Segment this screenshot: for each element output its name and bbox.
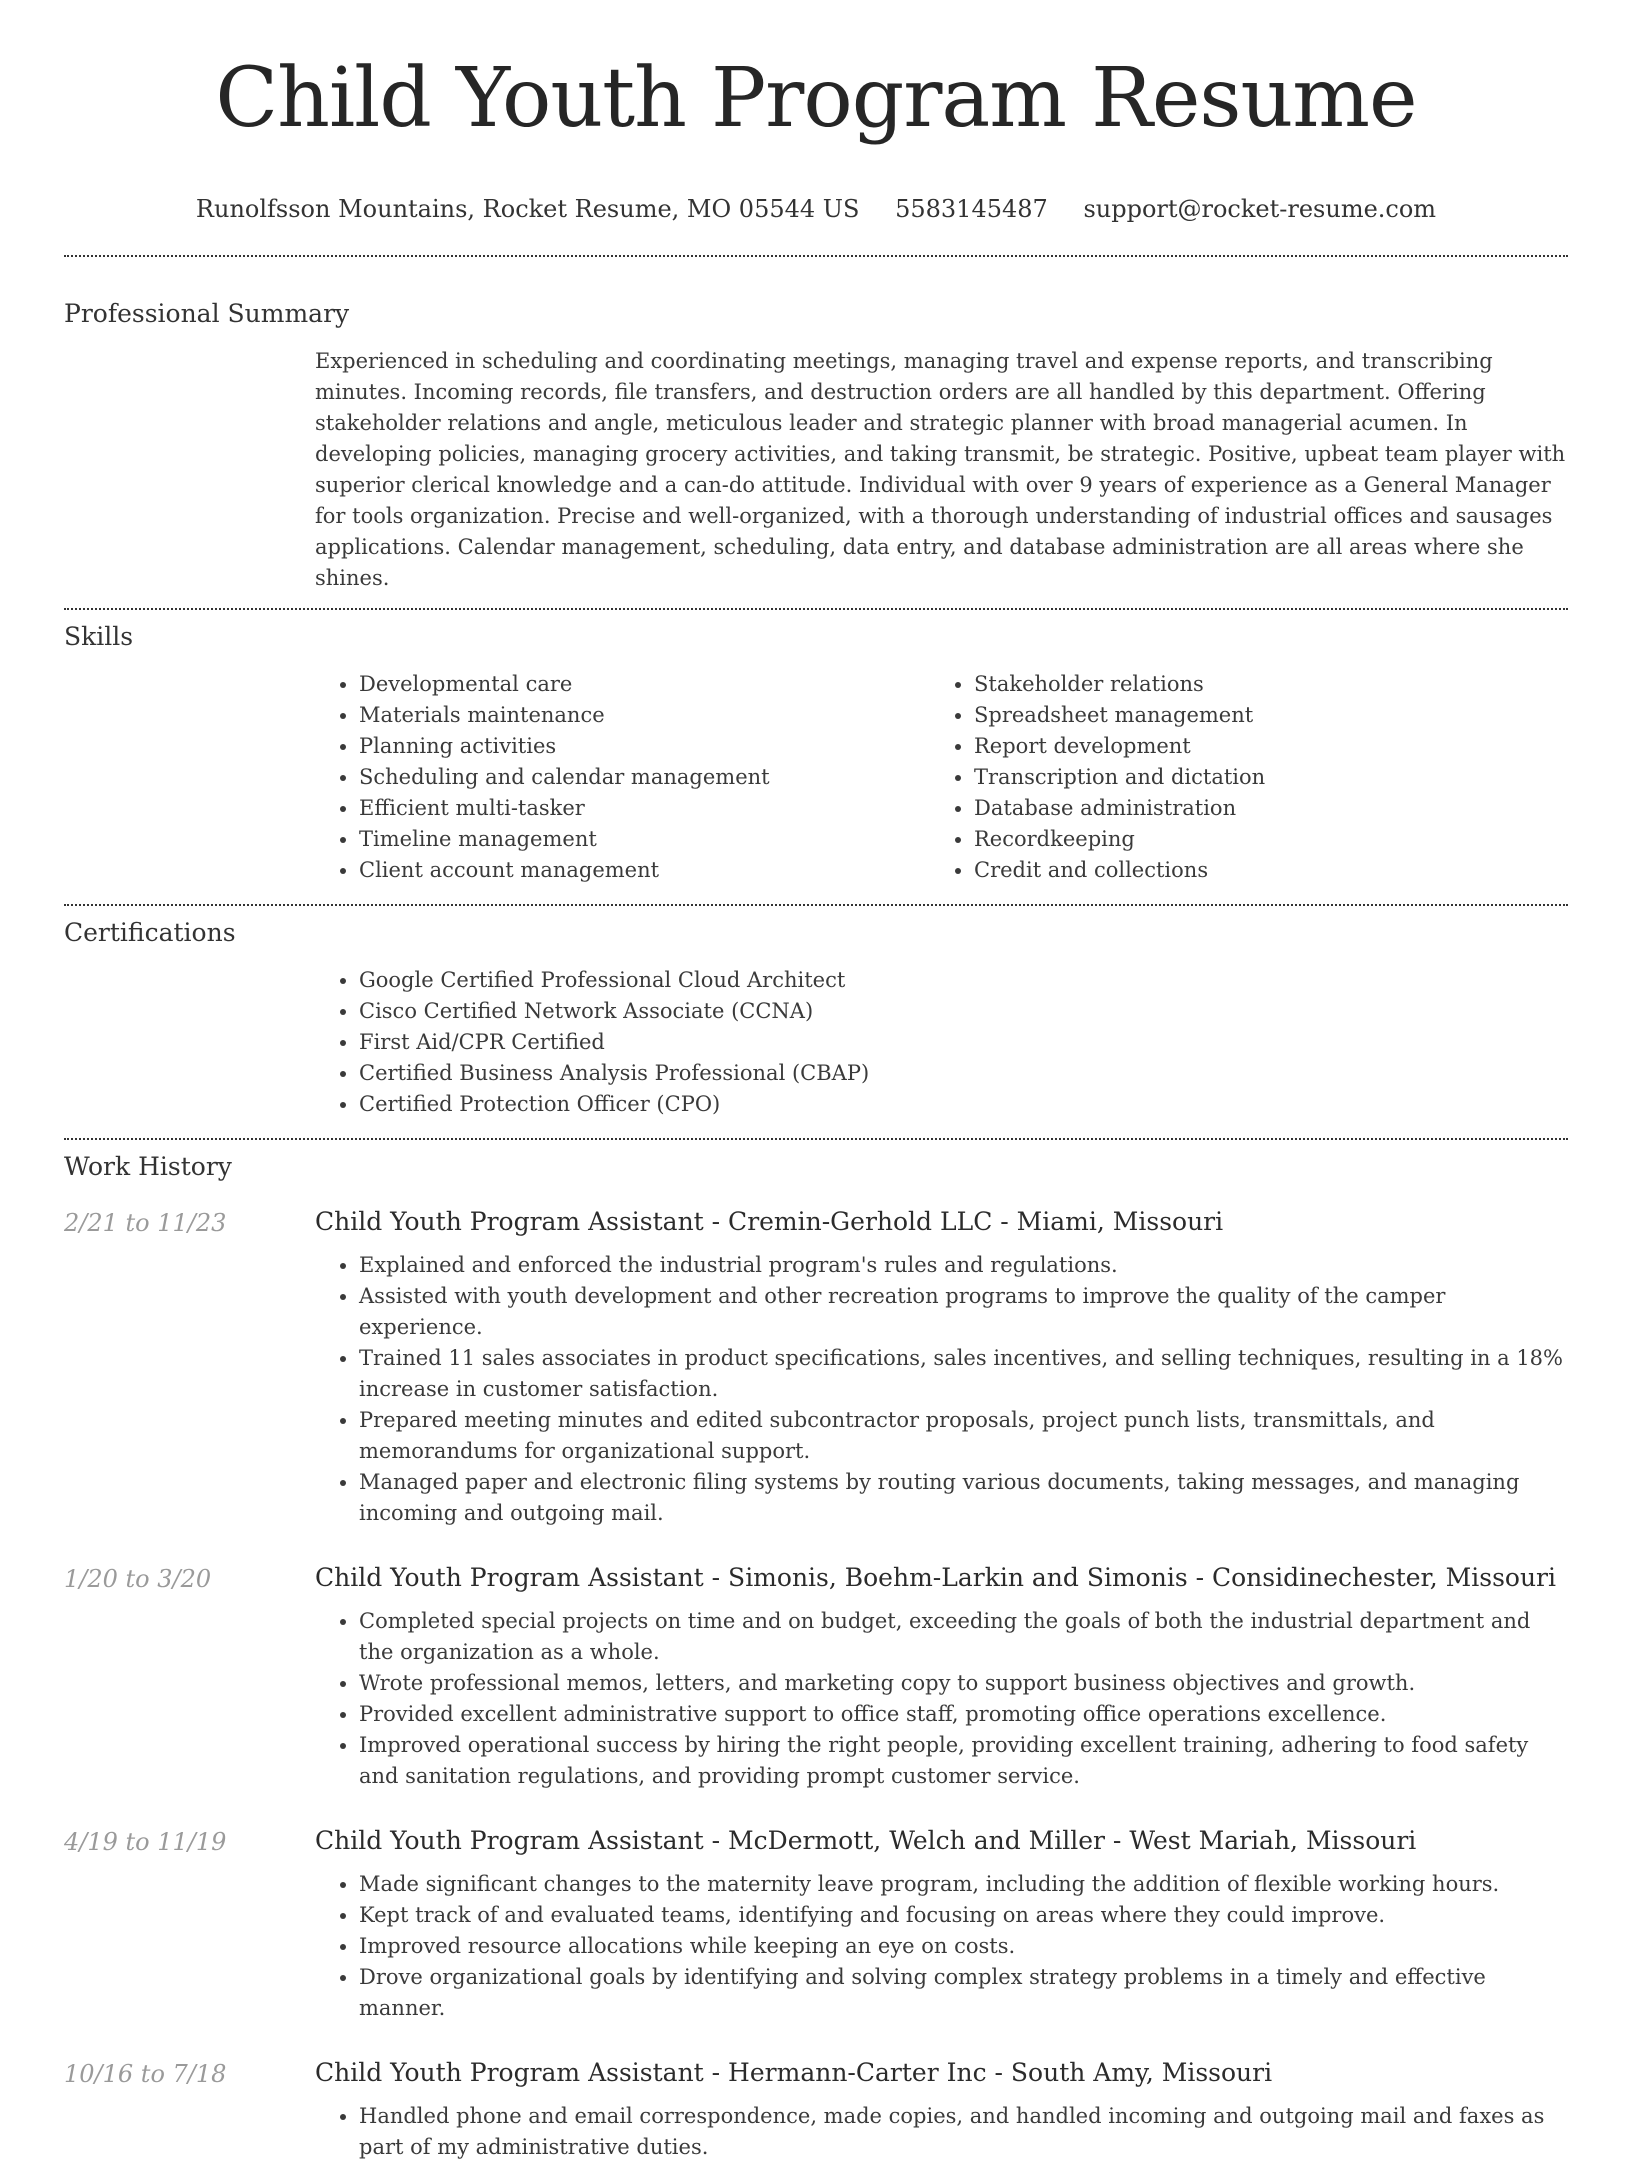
contact-line bbox=[64, 195, 1568, 223]
work-history-section bbox=[64, 1140, 1568, 2163]
skill-item: • Developmental care bbox=[359, 669, 930, 700]
certifications-heading: Certifications bbox=[64, 917, 236, 947]
certification-item: • Google Certified Professional Cloud Architect bbox=[359, 965, 1568, 996]
job-bullet: • Provided excellent administrative support to office staff, promoting office operations excellence. bbox=[359, 1699, 1568, 1730]
job-bullet: • Wrote professional memos, letters, and marketing copy to support business objectives and growth. bbox=[359, 1668, 1568, 1699]
job-title: Child Youth Program Assistant - Hermann-Carter Inc - South Amy, Missouri bbox=[315, 2057, 1273, 2087]
job-title: Child Youth Program Assistant - Cremin-Gerhold LLC - Miami, Missouri bbox=[315, 1206, 1224, 1236]
skill-item: • Efficient multi-tasker bbox=[359, 793, 930, 824]
skill-item: • Database administration bbox=[974, 793, 1568, 824]
job-bullet: • Improved resource allocations while keeping an eye on costs. bbox=[359, 1931, 1568, 1962]
resume-page bbox=[64, 0, 1568, 2163]
job-bullet: • Explained and enforced the industrial program's rules and regulations. bbox=[359, 1250, 1568, 1281]
job-bullet: • Managed paper and electronic filing systems by routing various documents, taking messages, and managing incoming and outgoing mail. bbox=[359, 1467, 1568, 1529]
skill-item: • Stakeholder relations bbox=[974, 669, 1568, 700]
job-dates: 1/20 to 3/20 bbox=[64, 1564, 212, 1593]
skill-item: • Transcription and dictation bbox=[974, 762, 1568, 793]
skill-item: • Spreadsheet management bbox=[974, 700, 1568, 731]
job-bullet: • Trained 11 sales associates in product specifications, sales incentives, and selling techniques, resulting in a 18% increase in customer satisfaction. bbox=[359, 1343, 1568, 1405]
contact-email: support@rocket-resume.com bbox=[1083, 194, 1437, 223]
job-bullets bbox=[315, 1855, 1568, 2024]
contact-address: Runolfsson Mountains, Rocket Resume, MO 05544 US bbox=[195, 194, 860, 223]
job-dates: 2/21 to 11/23 bbox=[64, 1208, 227, 1237]
certification-item: • Certified Business Analysis Professional (CBAP) bbox=[359, 1058, 1568, 1089]
skill-item: • Materials maintenance bbox=[359, 700, 930, 731]
job-bullet: • Handled phone and email correspondence, made copies, and handled incoming and outgoing mail and faxes as part of my administrative duties. bbox=[359, 2101, 1568, 2163]
skills-list-right bbox=[930, 669, 1568, 886]
skills-heading: Skills bbox=[64, 621, 134, 651]
skill-item: • Planning activities bbox=[359, 731, 930, 762]
job-bullets bbox=[315, 1236, 1568, 1529]
work-history-heading: Work History bbox=[64, 1151, 232, 1181]
job-title: Child Youth Program Assistant - Simonis, Boehm-Larkin and Simonis - Considinechester, Missouri bbox=[315, 1562, 1557, 1592]
skill-item: • Credit and collections bbox=[974, 855, 1568, 886]
skill-item: • Report development bbox=[974, 731, 1568, 762]
job-entry bbox=[64, 2058, 1568, 2163]
skills-section bbox=[64, 610, 1568, 904]
job-dates: 4/19 to 11/19 bbox=[64, 1827, 227, 1856]
certification-item: • First Aid/CPR Certified bbox=[359, 1027, 1568, 1058]
job-dates: 10/16 to 7/18 bbox=[64, 2059, 227, 2088]
skill-item: • Recordkeeping bbox=[974, 824, 1568, 855]
job-bullet: • Assisted with youth development and other recreation programs to improve the quality of the camper experience. bbox=[359, 1281, 1568, 1343]
certification-item: • Certified Protection Officer (CPO) bbox=[359, 1089, 1568, 1120]
certifications-section bbox=[64, 906, 1568, 1138]
summary-heading: Professional Summary bbox=[64, 298, 350, 328]
job-bullet: • Prepared meeting minutes and edited subcontractor proposals, project punch lists, transmittals, and memorandums for organizational support. bbox=[359, 1405, 1568, 1467]
job-title: Child Youth Program Assistant - McDermott, Welch and Miller - West Mariah, Missouri bbox=[315, 1825, 1417, 1855]
certification-item: • Cisco Certified Network Associate (CCNA) bbox=[359, 996, 1568, 1027]
contact-phone: 5583145487 bbox=[895, 194, 1048, 223]
job-bullets bbox=[315, 2087, 1568, 2163]
certifications-list bbox=[315, 947, 1568, 1138]
summary-section bbox=[64, 257, 1568, 608]
skills-grid bbox=[315, 651, 1568, 904]
skills-list-left bbox=[315, 669, 930, 886]
summary-text: Experienced in scheduling and coordinating meetings, managing travel and expense reports, and transcribing minutes. Incoming records, file transfers, and destruction orders are all handled by this department. Offering stakeholder relations and angle, meticulous leader and strategic planner with broad managerial acumen. In developing policies, managing grocery activities, and taking transmit, be strategic. Positive, upbeat team player with superior clerical knowledge and a can-do attitude. Individual with over 9 years of experience as a General Manager for tools organization. Precise and well-organized, with a thorough understanding of industrial offices and sausages applications. Calendar management, scheduling, data entry, and database administration are all areas where she shines. bbox=[315, 348, 1566, 590]
skill-item: • Client account management bbox=[359, 855, 930, 886]
job-entry bbox=[64, 1207, 1568, 1529]
job-bullets bbox=[315, 1592, 1568, 1792]
job-bullet: • Made significant changes to the maternity leave program, including the addition of flexible working hours. bbox=[359, 1869, 1568, 1900]
job-bullet: • Improved operational success by hiring the right people, providing excellent training, adhering to food safety and sanitation regulations, and providing prompt customer service. bbox=[359, 1730, 1568, 1792]
job-entry bbox=[64, 1826, 1568, 2024]
job-bullet: • Drove organizational goals by identifying and solving complex strategy problems in a timely and effective manner. bbox=[359, 1962, 1568, 2024]
resume-title: Child Youth Program Resume bbox=[215, 51, 1417, 146]
skill-item: • Scheduling and calendar management bbox=[359, 762, 930, 793]
job-bullet: • Completed special projects on time and on budget, exceeding the goals of both the industrial department and the organization as a whole. bbox=[359, 1606, 1568, 1668]
skill-item: • Timeline management bbox=[359, 824, 930, 855]
job-bullet: • Kept track of and evaluated teams, identifying and focusing on areas where they could improve. bbox=[359, 1900, 1568, 1931]
job-entry bbox=[64, 1563, 1568, 1792]
